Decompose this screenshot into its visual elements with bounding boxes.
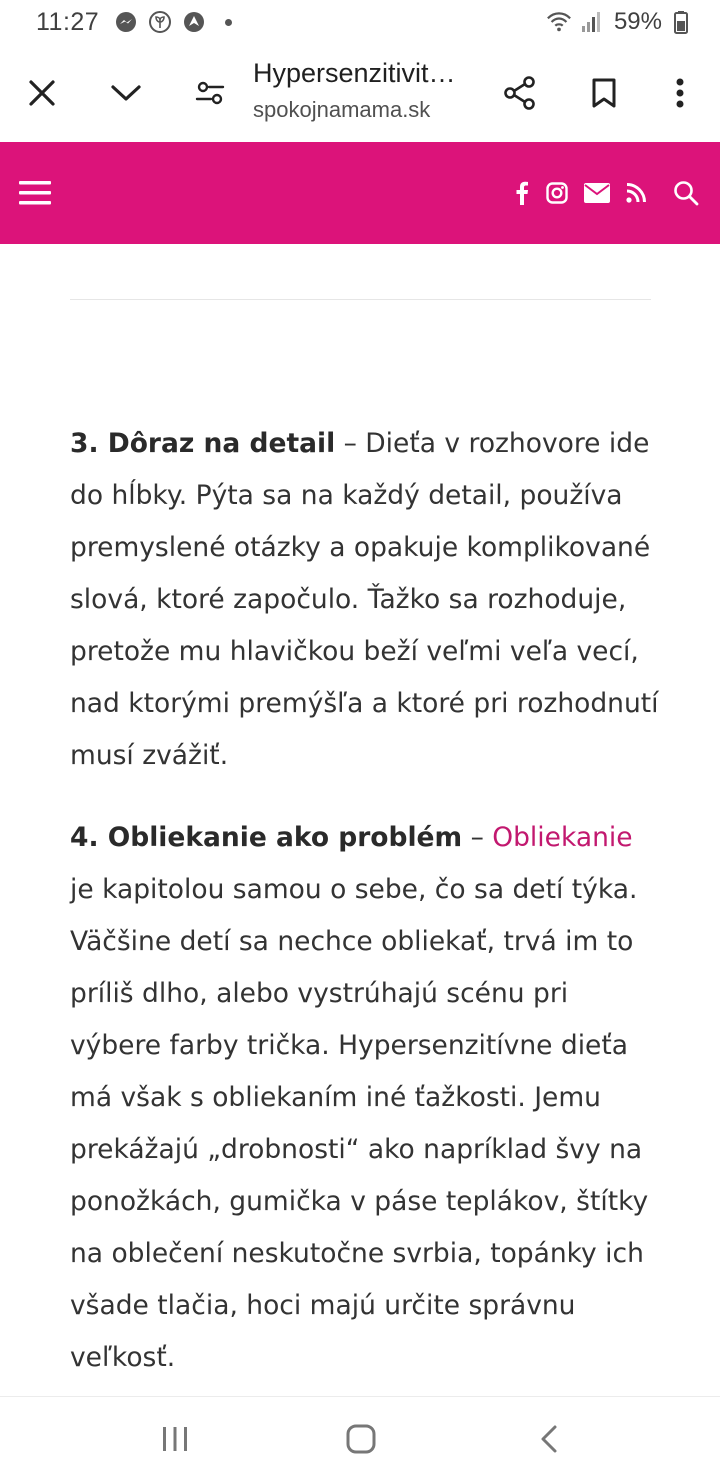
- more-options-button[interactable]: [655, 68, 705, 118]
- menu-icon: [19, 180, 51, 206]
- steering-app-icon: [181, 9, 207, 35]
- home-button[interactable]: [333, 1413, 389, 1465]
- paragraph-4-heading: 4. Obliekanie ako problém: [70, 822, 463, 853]
- tab-title-block[interactable]: [253, 58, 483, 123]
- leaf-app-icon: [147, 9, 173, 35]
- article-paragraph-4: [70, 812, 660, 1384]
- section-divider: [70, 299, 651, 300]
- wifi-icon: [546, 9, 572, 35]
- paragraph-4-dash: –: [462, 822, 493, 853]
- menu-button[interactable]: [14, 142, 56, 244]
- page-title: Hypersenzitivit…: [253, 58, 456, 88]
- share-icon: [503, 76, 537, 110]
- browser-toolbar: [0, 44, 720, 142]
- rss-icon: [626, 183, 646, 203]
- battery-percent: 59%: [613, 8, 662, 35]
- search-button[interactable]: [670, 142, 702, 244]
- back-icon: [540, 1424, 558, 1454]
- system-nav-bar: [0, 1396, 720, 1480]
- facebook-icon: [515, 181, 529, 205]
- paragraph-3-text: – Dieťa v rozhovore ide do hĺbky. Pýta sa na každý detail, používa premyslené otázky a opakuje komplikované slová, ktoré započulo. Ťažko sa rozhoduje, pretože mu hlavičkou beží veľmi veľa vecí, nad ktorými premýšľa a ktoré pri rozhodnutí musí zvážiť.: [70, 428, 659, 771]
- instagram-icon: [546, 182, 568, 204]
- share-button[interactable]: [495, 68, 545, 118]
- search-icon: [673, 180, 699, 206]
- back-button[interactable]: [521, 1413, 577, 1465]
- recents-button[interactable]: [147, 1413, 203, 1465]
- site-header: [0, 142, 720, 244]
- site-settings-button[interactable]: [185, 68, 235, 118]
- messenger-icon: [113, 9, 139, 35]
- bookmark-icon: [591, 77, 617, 109]
- home-icon: [346, 1424, 376, 1454]
- paragraph-3-heading: 3. Dôraz na detail: [70, 428, 336, 459]
- status-bar: [0, 0, 720, 44]
- close-icon: [28, 79, 56, 107]
- facebook-link[interactable]: [508, 142, 536, 244]
- signal-icon: [578, 9, 604, 35]
- tune-icon: [195, 79, 225, 107]
- email-icon: [584, 183, 610, 203]
- battery-icon: [668, 9, 694, 35]
- more-vert-icon: [675, 77, 685, 109]
- page-url: spokojnamama.sk: [253, 97, 431, 122]
- article-body: [70, 418, 660, 1414]
- close-tab-button[interactable]: [17, 68, 67, 118]
- paragraph-4-text: je kapitolou samou o sebe, čo sa detí týka. Väčšine detí sa nechce obliekať, trvá im to príliš dlho, alebo vystrúhajú scénu pri výbere farby trička. Hypersenzitívne dieťa má však s obliekaním iné ťažkosti. Jemu prekážajú „drobnosti“ ako napríklad švy na ponožkách, gumička v páse teplákov, štítky na oblečení neskutočne svrbia, topánky ich všade tlačia, hoci majú určite správnu veľkosť.: [70, 874, 649, 1373]
- obliekanie-link[interactable]: Obliekanie: [492, 822, 633, 853]
- bookmark-button[interactable]: [579, 68, 629, 118]
- chevron-down-icon: [110, 83, 142, 103]
- rss-link[interactable]: [623, 142, 649, 244]
- recents-icon: [161, 1426, 189, 1452]
- email-link[interactable]: [582, 142, 612, 244]
- minimize-button[interactable]: [101, 68, 151, 118]
- instagram-link[interactable]: [543, 142, 571, 244]
- status-time: 11:27: [36, 7, 100, 36]
- notification-dot: [225, 19, 232, 26]
- article-paragraph-3: [70, 418, 660, 782]
